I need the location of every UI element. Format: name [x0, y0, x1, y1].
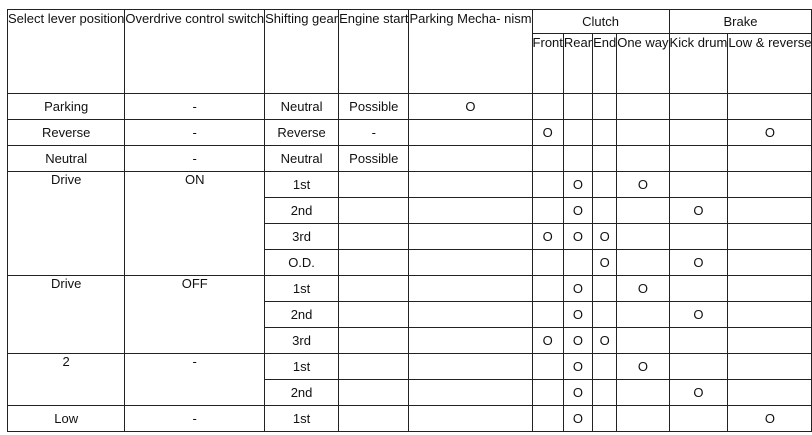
cell-rear: O	[563, 276, 592, 302]
cell-gear: 3rd	[265, 328, 339, 354]
header-brake-group: Brake	[669, 10, 812, 34]
cell-gear: Reverse	[265, 120, 339, 146]
cell-oneway	[617, 198, 669, 224]
cell-front	[532, 198, 563, 224]
cell-lowrev	[728, 276, 812, 302]
cell-select-lever: Drive	[8, 172, 125, 276]
cell-overdrive-switch: -	[125, 94, 265, 120]
cell-end	[593, 198, 617, 224]
cell-parking	[409, 406, 532, 432]
cell-kick	[669, 172, 728, 198]
cell-kick: O	[669, 198, 728, 224]
cell-end	[593, 380, 617, 406]
cell-lowrev	[728, 146, 812, 172]
cell-oneway	[617, 406, 669, 432]
cell-gear: 1st	[265, 406, 339, 432]
cell-oneway	[617, 94, 669, 120]
cell-engine	[339, 172, 409, 198]
cell-end: O	[593, 224, 617, 250]
cell-end: O	[593, 328, 617, 354]
cell-engine	[339, 302, 409, 328]
cell-rear: O	[563, 302, 592, 328]
cell-engine	[339, 250, 409, 276]
table-row	[8, 172, 812, 198]
cell-select-lever: 2	[8, 354, 125, 406]
table-row	[8, 120, 812, 146]
cell-overdrive-switch: -	[125, 354, 265, 406]
cell-end	[593, 354, 617, 380]
cell-front	[532, 94, 563, 120]
cell-oneway: O	[617, 276, 669, 302]
cell-front: O	[532, 224, 563, 250]
header-select-lever: Select lever position	[8, 10, 125, 94]
cell-front: O	[532, 120, 563, 146]
cell-lowrev	[728, 328, 812, 354]
header-clutch-group: Clutch	[532, 10, 669, 34]
cell-rear: O	[563, 380, 592, 406]
cell-gear: 3rd	[265, 224, 339, 250]
cell-gear: 1st	[265, 172, 339, 198]
cell-kick	[669, 120, 728, 146]
cell-front	[532, 276, 563, 302]
cell-parking	[409, 276, 532, 302]
cell-end	[593, 120, 617, 146]
table-row	[8, 354, 812, 380]
cell-rear	[563, 120, 592, 146]
cell-lowrev: O	[728, 406, 812, 432]
cell-parking	[409, 250, 532, 276]
table-body	[8, 94, 812, 432]
cell-engine: Possible	[339, 94, 409, 120]
cell-engine	[339, 406, 409, 432]
cell-kick	[669, 328, 728, 354]
table-row	[8, 94, 812, 120]
cell-overdrive-switch: -	[125, 406, 265, 432]
cell-kick	[669, 94, 728, 120]
cell-front	[532, 302, 563, 328]
cell-select-lever: Parking	[8, 94, 125, 120]
cell-overdrive-switch: OFF	[125, 276, 265, 354]
cell-engine	[339, 354, 409, 380]
cell-oneway	[617, 146, 669, 172]
cell-lowrev	[728, 354, 812, 380]
cell-end: O	[593, 250, 617, 276]
table-row	[8, 406, 812, 432]
header-overdrive-switch: Overdrive control switch	[125, 10, 265, 94]
cell-engine	[339, 380, 409, 406]
cell-end	[593, 172, 617, 198]
cell-parking	[409, 328, 532, 354]
cell-oneway	[617, 120, 669, 146]
cell-kick: O	[669, 302, 728, 328]
cell-kick	[669, 276, 728, 302]
cell-lowrev	[728, 224, 812, 250]
cell-front: O	[532, 328, 563, 354]
cell-lowrev	[728, 172, 812, 198]
cell-end	[593, 94, 617, 120]
cell-front	[532, 406, 563, 432]
cell-gear: 1st	[265, 354, 339, 380]
cell-front	[532, 172, 563, 198]
header-clutch-front: Front	[532, 34, 563, 94]
cell-front	[532, 250, 563, 276]
cell-front	[532, 146, 563, 172]
cell-front	[532, 380, 563, 406]
cell-select-lever: Reverse	[8, 120, 125, 146]
cell-rear	[563, 146, 592, 172]
cell-lowrev	[728, 250, 812, 276]
cell-rear: O	[563, 224, 592, 250]
cell-end	[593, 302, 617, 328]
cell-gear: O.D.	[265, 250, 339, 276]
cell-oneway	[617, 328, 669, 354]
cell-parking	[409, 354, 532, 380]
cell-engine: -	[339, 120, 409, 146]
cell-gear: 2nd	[265, 302, 339, 328]
cell-gear: 2nd	[265, 198, 339, 224]
cell-kick	[669, 406, 728, 432]
cell-kick	[669, 146, 728, 172]
cell-rear	[563, 94, 592, 120]
cell-select-lever: Low	[8, 406, 125, 432]
cell-overdrive-switch: -	[125, 146, 265, 172]
cell-rear: O	[563, 172, 592, 198]
cell-gear: Neutral	[265, 94, 339, 120]
cell-lowrev	[728, 198, 812, 224]
cell-kick: O	[669, 250, 728, 276]
cell-parking	[409, 198, 532, 224]
cell-gear: Neutral	[265, 146, 339, 172]
cell-oneway: O	[617, 354, 669, 380]
table-row	[8, 146, 812, 172]
cell-lowrev	[728, 380, 812, 406]
cell-select-lever: Drive	[8, 276, 125, 354]
cell-gear: 1st	[265, 276, 339, 302]
cell-front	[532, 354, 563, 380]
cell-engine: Possible	[339, 146, 409, 172]
cell-engine	[339, 198, 409, 224]
cell-oneway	[617, 302, 669, 328]
cell-gear: 2nd	[265, 380, 339, 406]
header-clutch-end: End	[593, 34, 617, 94]
cell-parking	[409, 172, 532, 198]
cell-rear	[563, 250, 592, 276]
cell-overdrive-switch: -	[125, 120, 265, 146]
cell-parking	[409, 224, 532, 250]
cell-kick: O	[669, 380, 728, 406]
cell-rear: O	[563, 406, 592, 432]
cell-rear: O	[563, 354, 592, 380]
table-row	[8, 276, 812, 302]
cell-oneway	[617, 380, 669, 406]
shift-operation-table	[7, 9, 812, 432]
cell-kick	[669, 354, 728, 380]
cell-lowrev: O	[728, 120, 812, 146]
cell-end	[593, 146, 617, 172]
cell-engine	[339, 224, 409, 250]
cell-kick	[669, 224, 728, 250]
header-engine-start: Engine start	[339, 10, 409, 94]
cell-end	[593, 276, 617, 302]
header-clutch-rear: Rear	[563, 34, 592, 94]
cell-select-lever: Neutral	[8, 146, 125, 172]
cell-end	[593, 406, 617, 432]
cell-lowrev	[728, 302, 812, 328]
cell-parking	[409, 146, 532, 172]
cell-rear: O	[563, 328, 592, 354]
cell-overdrive-switch: ON	[125, 172, 265, 276]
header-clutch-one-way: One way	[617, 34, 669, 94]
cell-parking: O	[409, 94, 532, 120]
cell-lowrev	[728, 94, 812, 120]
cell-parking	[409, 380, 532, 406]
header-brake-kick-drum: Kick drum	[669, 34, 728, 94]
cell-oneway	[617, 224, 669, 250]
cell-engine	[339, 328, 409, 354]
cell-oneway: O	[617, 172, 669, 198]
cell-parking	[409, 302, 532, 328]
header-brake-low-reverse: Low & reverse	[728, 34, 812, 94]
header-shifting-gear: Shifting gear	[265, 10, 339, 94]
cell-engine	[339, 276, 409, 302]
cell-rear: O	[563, 198, 592, 224]
cell-parking	[409, 120, 532, 146]
cell-oneway	[617, 250, 669, 276]
header-parking-mechanism: Parking Mecha- nism	[409, 10, 532, 94]
